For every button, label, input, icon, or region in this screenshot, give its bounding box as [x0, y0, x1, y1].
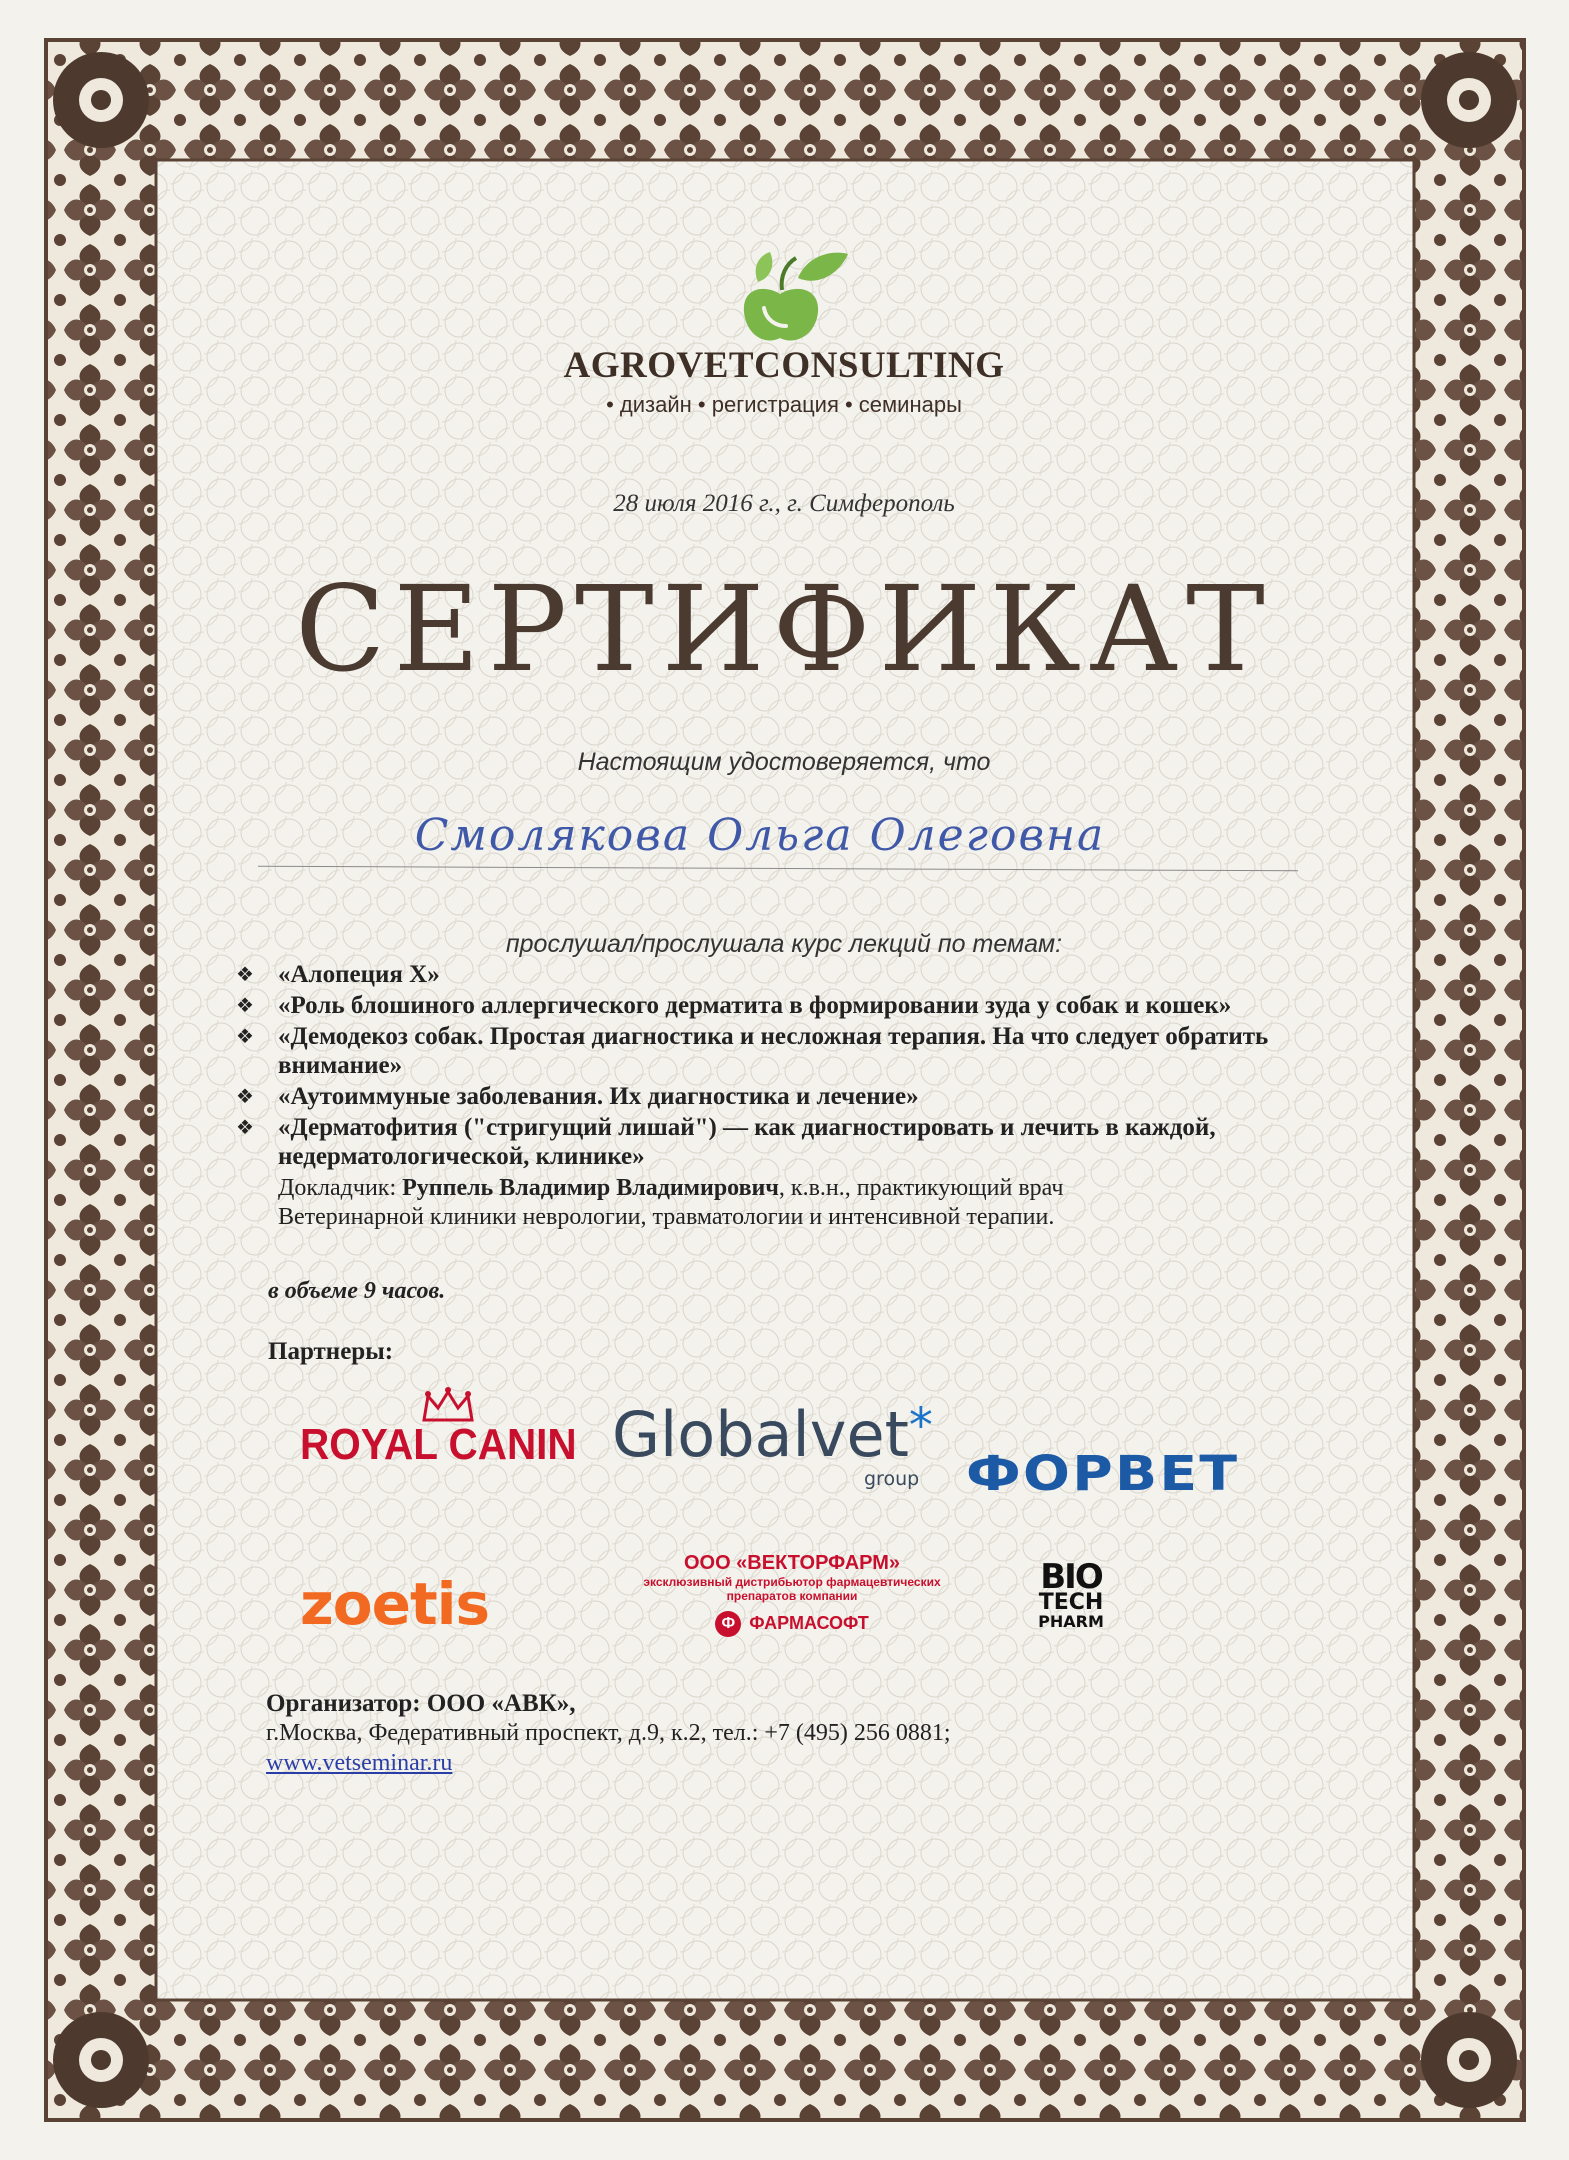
list-item: ❖ «Алопеция Х»: [236, 961, 440, 988]
farmasoft-mark-icon: Ф: [715, 1611, 741, 1637]
diamond-bullet-icon: ❖: [236, 962, 254, 986]
speaker-name: Руппель Владимир Владимирович: [402, 1175, 779, 1201]
biotechpharm-logo: BIO TECH PHARM: [1038, 1557, 1104, 1631]
speaker-info: [278, 1174, 1338, 1232]
list-item: ❖ «Роль блошиного аллергического дерматита в формировании зуда у собак и кошек»: [236, 992, 1232, 1019]
list-item: ❖ «Аутоиммуные заболевания. Их диагностика и лечение»: [236, 1083, 919, 1110]
diamond-bullet-icon: ❖: [236, 1084, 254, 1108]
asterisk-icon: *: [908, 1398, 933, 1454]
speaker-title: , к.в.н., практикующий врач: [778, 1175, 1064, 1201]
zoetis-logo: zoetis: [300, 1570, 490, 1638]
attended-text: прослушал/прослушала курс лекций по темам:: [505, 930, 1063, 958]
list-item: ❖ «Демодекоз собак. Простая диагностика и несложная терапия. На что следует обратить внимание»: [236, 1023, 1269, 1079]
list-item: ❖ «Дерматофития ("стригущий лишай") — как диагностировать и лечить в каждой, недерматологической, клинике»: [236, 1114, 1216, 1170]
organizer-line: Организатор: ООО «АВК»,: [266, 1690, 576, 1717]
website-link[interactable]: www.vetseminar.ru: [266, 1750, 453, 1776]
brand-tagline: • дизайн • регистрация • семинары: [606, 392, 962, 417]
brand-name: AGROVETCONSULTING: [563, 345, 1005, 386]
certify-text: Настоящим удостоверяется, что: [577, 748, 991, 776]
date-place: 28 июля 2016 г., г. Симферополь: [613, 490, 955, 517]
topic-list: [236, 960, 1336, 1173]
vectorpharm-logo: [612, 1552, 972, 1637]
page-title: СЕРТИФИКАТ: [295, 560, 1273, 698]
speaker-label: Докладчик:: [278, 1175, 397, 1201]
organizer-address: г.Москва, Федеративный проспект, д.9, к.2, тел.: +7 (495) 256 0881;: [266, 1720, 951, 1746]
vectorpharm-subtitle: эксклюзивный дистрибьютор фармацевтических препаратов компании: [643, 1575, 941, 1603]
partners-heading: Партнеры:: [268, 1338, 394, 1365]
forvet-logo: ФОРВЕТ: [966, 1446, 1240, 1502]
recipient-name: Смолякова Ольга Олеговна: [414, 810, 1106, 861]
vectorpharm-name: ООО «ВЕКТОРФАРМ»: [683, 1552, 901, 1574]
globalvet-group-label: group: [864, 1468, 920, 1490]
globalvet-logo: Globalvet*: [612, 1398, 933, 1471]
royal-canin-logo: ROYAL CANIN: [300, 1420, 577, 1469]
apple-logo-icon: [724, 250, 854, 350]
speaker-clinic: Ветеринарной клиники неврологии, травматологии и интенсивной терапии.: [278, 1204, 1055, 1230]
course-hours: в объеме 9 часов.: [268, 1278, 446, 1304]
farmasoft-logo: Ф ФАРМАСОФТ: [612, 1611, 972, 1637]
diamond-bullet-icon: ❖: [236, 1115, 254, 1139]
diamond-bullet-icon: ❖: [236, 1024, 254, 1048]
diamond-bullet-icon: ❖: [236, 993, 254, 1017]
